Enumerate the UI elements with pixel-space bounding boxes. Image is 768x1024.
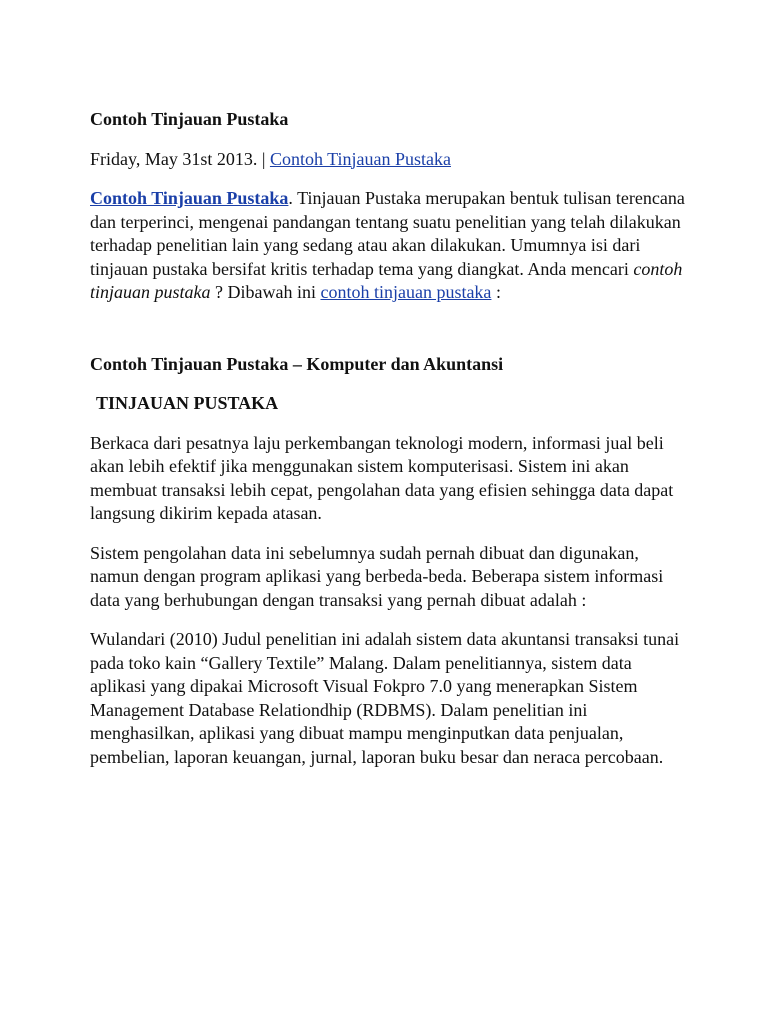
intro-title-link[interactable]: Contoh Tinjauan Pustaka: [90, 188, 289, 208]
subheading: TINJAUAN PUSTAKA: [96, 393, 279, 413]
intro-italic-text: contoh tinjauan pustaka: [90, 258, 683, 302]
intro-text-3: :: [491, 282, 501, 302]
body-paragraph-3: Wulandari (2010) Judul penelitian ini adalah sistem data akuntansi transaksi tunai pada toko kain “Gallery Textile” Malang. Dalam penelitiannya, sistem data aplikasi yang dipakai Microsoft Visual Fokpro 7.0 yang menerapkan Sistem Management Database Relationdhip (RDBMS). Dalam penelitian ini menghasilkan, aplikasi yang dibuat mampu menginputkan data penjualan, pembelian, laporan keuangan, jurnal, laporan buku besar dan neraca percobaan.: [90, 629, 680, 767]
category-link[interactable]: Contoh Tinjauan Pustaka: [269, 148, 451, 169]
intro-text-1: . Tinjauan Pustaka merupakan bentuk tulisan terencana dan terperinci, mengenai pandangan tentang suatu penelitian yang telah dilakukan terhadap penelitian lain yang sedang atau akan dilakukan. Umumnya isi dari tinjauan pustaka bersifat kritis terhadap tema yang diangkat. Anda mencari: [90, 188, 685, 279]
article: [90, 108, 690, 785]
intro-text-2: ? Dibawah ini: [210, 282, 321, 302]
intro-link[interactable]: contoh tinjauan pustaka: [320, 282, 492, 302]
section-title: Contoh Tinjauan Pustaka – Komputer dan Akuntansi: [90, 353, 504, 374]
body-paragraph-1: Berkaca dari pesatnya laju perkembangan teknologi modern, informasi jual beli akan lebih efektif jika menggunakan sistem komputerisasi. Sistem ini akan membuat transaksi lebih cepat, pengolahan data yang efisien sehingga data dapat langsung dikirim kepada atasan.: [90, 432, 674, 523]
body-paragraph-2: Sistem pengolahan data ini sebelumnya sudah pernah dibuat dan digunakan, namun dengan program aplikasi yang berbeda-beda. Beberapa sistem informasi data yang berhubungan dengan transaksi yang pernah dibuat adalah :: [90, 542, 664, 610]
post-date: Friday, May 31st 2013. |: [90, 148, 270, 169]
intro-paragraph: [90, 187, 690, 305]
post-meta: [90, 148, 690, 172]
article-title: Contoh Tinjauan Pustaka: [90, 109, 289, 129]
